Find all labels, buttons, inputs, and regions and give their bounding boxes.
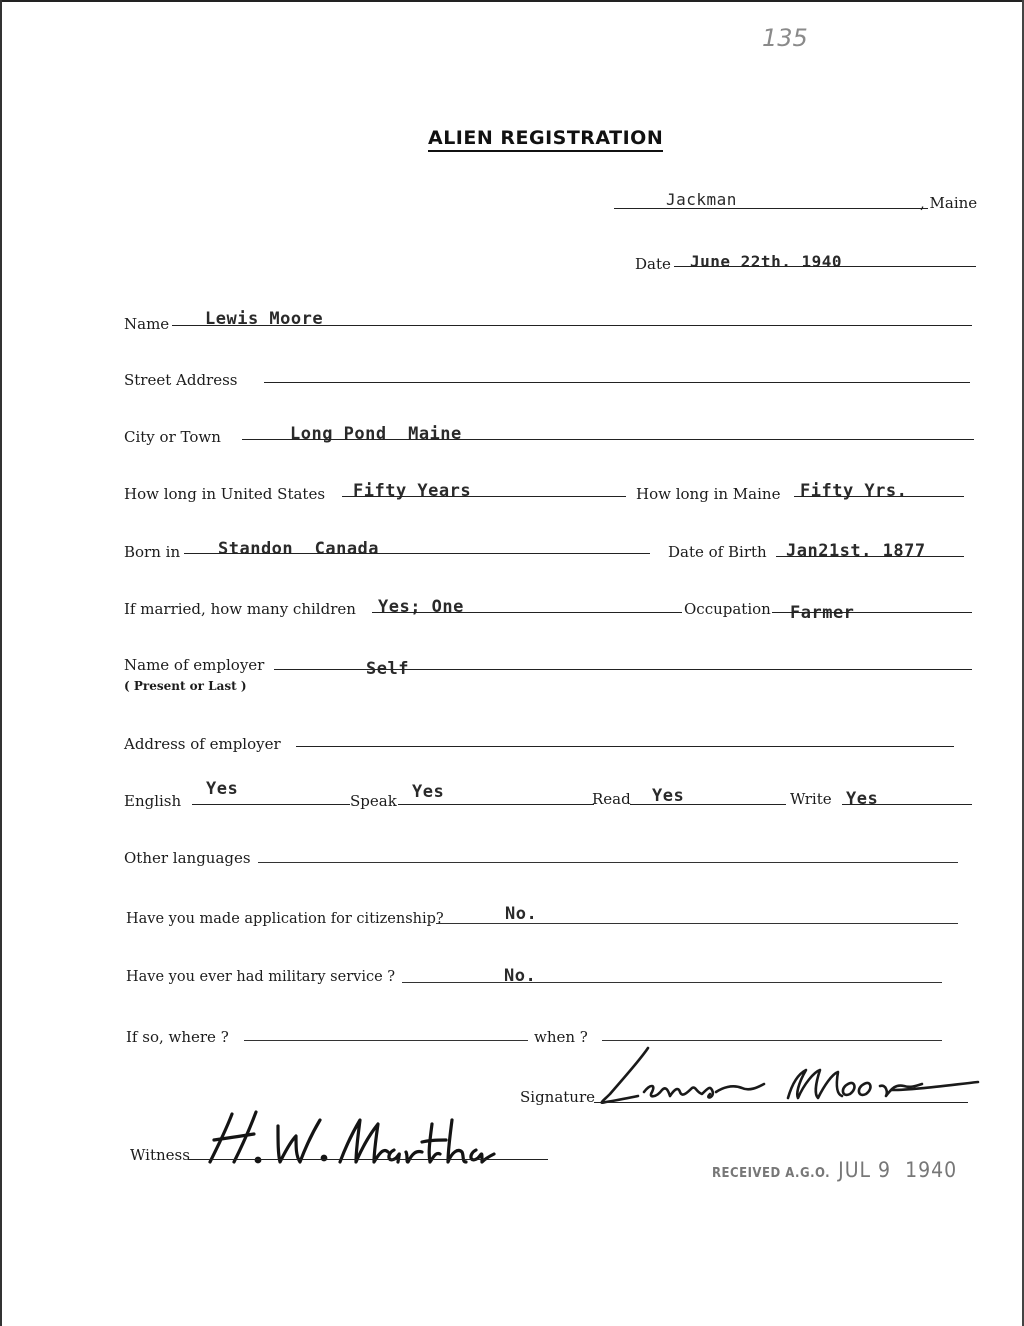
- state-label: , Maine: [920, 194, 978, 212]
- write-value: Yes: [846, 789, 879, 809]
- street-label: Street Address: [124, 371, 238, 389]
- us-duration-value: Fifty Years: [353, 481, 472, 501]
- signature-line: [594, 1102, 968, 1103]
- name-label: Name: [124, 315, 170, 333]
- scan-edge-top: [0, 0, 1024, 2]
- name-value: Lewis Moore: [205, 309, 324, 329]
- date-label: Date: [635, 255, 671, 273]
- english-value: Yes: [206, 779, 239, 799]
- speak-line: [398, 804, 594, 805]
- military-line: [402, 982, 942, 983]
- born-in-line: [184, 553, 650, 554]
- employer-address-line: [296, 746, 954, 747]
- employer-label: Name of employer: [124, 656, 265, 674]
- speak-value: Yes: [412, 782, 445, 802]
- witness-name: H. W. Martha: [194, 1106, 201, 1107]
- scan-edge-left: [0, 0, 2, 1326]
- birth-date-line: [776, 556, 964, 557]
- write-label: Write: [790, 790, 832, 808]
- date-line: [674, 266, 976, 267]
- employer-value: Self: [366, 659, 409, 679]
- when-label: when ?: [534, 1028, 588, 1046]
- read-value: Yes: [652, 786, 685, 806]
- born-in-value: Standon Canada: [218, 539, 380, 559]
- where-line: [244, 1040, 528, 1041]
- employer-address-label: Address of employer: [124, 735, 281, 753]
- witness-line: [188, 1159, 548, 1160]
- birth-date-value: Jan21st. 1877: [786, 541, 926, 561]
- town-value: Jackman: [666, 190, 737, 209]
- town-line: [614, 208, 928, 209]
- birth-date-label: Date of Birth: [668, 543, 767, 561]
- born-in-label: Born in: [124, 543, 181, 561]
- english-label: English: [124, 792, 182, 810]
- occupation-value: Farmer: [790, 603, 855, 623]
- maine-duration-line: [794, 496, 964, 497]
- where-label: If so, where ?: [126, 1028, 229, 1046]
- english-line: [192, 804, 350, 805]
- married-value: Yes; One: [378, 597, 464, 617]
- employer-line: [274, 669, 972, 670]
- married-line: [372, 612, 682, 613]
- signature-name: Lewis Moore: [592, 1040, 599, 1041]
- street-line: [264, 382, 970, 383]
- stamp-received: RECEIVED A.G.O.: [712, 1166, 831, 1181]
- other-languages-label: Other languages: [124, 849, 251, 867]
- stamp-year: 1940: [905, 1158, 958, 1182]
- read-label: Read: [592, 790, 631, 808]
- married-label: If married, how many children: [124, 600, 356, 618]
- witness-label: Witness: [130, 1146, 190, 1164]
- occupation-line: [772, 612, 972, 613]
- city-value: Long Pond Maine: [290, 424, 462, 444]
- stamp-month-day: JUL 9: [838, 1158, 892, 1182]
- citizenship-line: [436, 923, 958, 924]
- other-languages-line: [258, 862, 958, 863]
- city-line: [242, 439, 974, 440]
- read-line: [630, 804, 786, 805]
- us-duration-label: How long in United States: [124, 485, 326, 503]
- occupation-label: Occupation: [684, 600, 771, 618]
- maine-duration-value: Fifty Yrs.: [800, 481, 908, 501]
- city-label: City or Town: [124, 428, 221, 446]
- speak-label: Speak: [350, 792, 397, 810]
- citizenship-value: No.: [505, 904, 538, 924]
- name-line: [172, 325, 972, 326]
- received-stamp: [712, 1158, 957, 1182]
- employer-sublabel: ( Present or Last ): [124, 679, 247, 693]
- military-label: Have you ever had military service ?: [126, 969, 396, 985]
- signature-label: Signature: [520, 1088, 596, 1106]
- citizenship-label: Have you made application for citizenship?: [126, 911, 444, 927]
- write-line: [842, 804, 972, 805]
- form-title: ALIEN REGISTRATION: [428, 127, 663, 152]
- military-value: No.: [504, 966, 537, 986]
- us-duration-line: [342, 496, 626, 497]
- date-value: June 22th. 1940: [690, 252, 842, 271]
- maine-duration-label: How long in Maine: [636, 485, 781, 503]
- page-number: 135: [762, 24, 808, 52]
